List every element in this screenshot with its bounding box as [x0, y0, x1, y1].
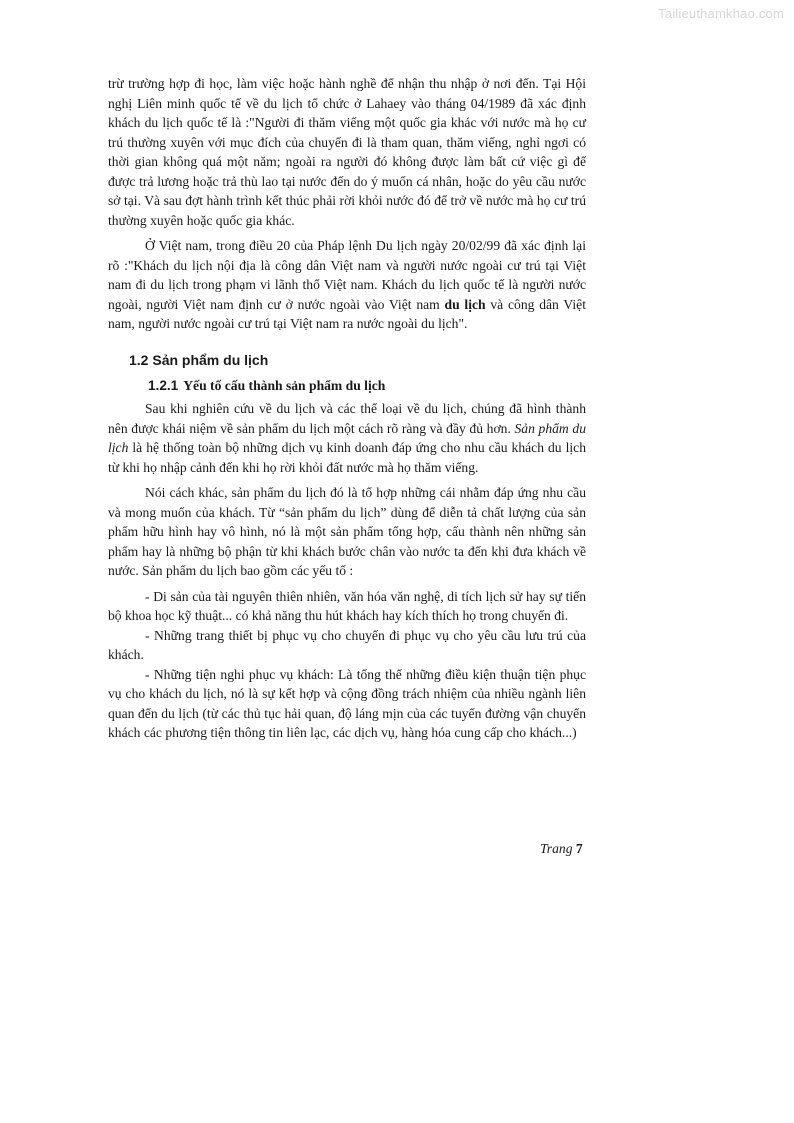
list-item: - Những tiện nghi phục vụ khách: Là tổng thể những điều kiện thuận tiện phục vụ cho khách du lịch, nó là sự kết hợp và cộng đồng trách nhiệm của nhiều ngành liên quan đến du lịch (từ các thủ tục hải quan, độ láng mịn của các tuyến đường vận chuyển khách các phương tiện thông tin liên lạc, các dịch vụ, hàng hóa cung cấp cho khách...) — [108, 666, 586, 740]
paragraph-3-italic: Sản phẩm du lịch — [108, 420, 586, 455]
paragraph-2-bold: du lịch — [444, 296, 486, 312]
page-label: Trang — [540, 841, 573, 856]
paragraph-2 — [108, 236, 586, 334]
paragraph-2-text-b: và công dân Việt nam, người nước ngoài cư trú tại Việt nam ra nước ngoài du lịch". — [108, 296, 586, 331]
paragraph-4: Nói cách khác, sản phẩm du lịch đó là tổ hợp những cái nhằm đáp ứng nhu cầu và mong muốn của khách. Từ “sản phẩm du lịch” dùng để diễn tả chất lượng của sản phẩm hữu hình hay vô hình, nó là một sản phẩm tổng hợp, cấu thành nên những sản phẩm hay là những bộ phận từ khi khách bước chân vào nước ta đến khi đưa khách về nước. Sản phẩm du lịch bao gồm các yếu tố : — [108, 485, 586, 578]
page-content — [108, 74, 586, 743]
paragraph-3 — [108, 399, 586, 477]
paragraph-3-text-a: Sau khi nghiên cứu về du lịch và các thể loại về du lịch, chúng đã hình thành nên được khái niệm về sản phẩm du lịch một cách rõ ràng và đầy đủ hơn. — [108, 401, 586, 436]
paragraph-2-text-a: Ở Việt nam, trong điều 20 của Pháp lệnh Du lịch ngày 20/02/99 đã xác định lại rõ :"Khách du lịch nội địa là công dân Việt nam và người nước ngoài cư trú tại Việt nam đi du lịch trong phạm vi lãnh thổ Việt nam. Khách du lịch quốc tế là người nước ngoài, người Việt nam định cư ở nước ngoài vào Việt nam — [108, 238, 586, 312]
paragraph-3-text-b: là hệ thống toàn bộ những dịch vụ kinh doanh đáp ứng cho nhu cầu khách du lịch từ khi họ nhập cảnh đến khi họ rời khỏi đất nước mà họ thăm viếng. — [108, 440, 586, 475]
subsection-title: Yếu tố cấu thành sản phẩm du lịch — [183, 377, 386, 393]
page-number: 7 — [575, 841, 583, 856]
section-heading-1-2: 1.2 Sản phẩm du lịch — [129, 351, 269, 368]
list-item: - Những trang thiết bị phục vụ cho chuyến đi phục vụ cho yêu cầu lưu trú của khách. — [108, 627, 586, 662]
subsection-number: 1.2.1 — [148, 377, 179, 393]
subsection-heading-1-2-1 — [148, 376, 586, 396]
list-item: - Di sản của tài nguyên thiên nhiên, văn hóa văn nghệ, di tích lịch sử hay sự tiến bộ khoa học kỹ thuật... có khả năng thu hút khách hay kích thích họ trong chuyến đi. — [108, 588, 586, 623]
paragraph-1: trừ trường hợp đi học, làm việc hoặc hành nghề để nhận thu nhập ở nơi đến. Tại Hội nghị Liên minh quốc tế về du lịch tổ chức ở Lahaey vào tháng 04/1989 đã xác định khách du lịch quốc tế là :"Người đi thăm viếng một quốc gia khác với nước mà họ cư trú thường xuyên với mục đích của chuyến đi là tham quan, thăm viếng, nghỉ ngơi có thời gian không quá một năm; ngoài ra người đó không được làm bất cứ việc gì để được trả lương hoặc trả thù lao tại nước đến do ý muốn cá nhân, hoặc do yêu cầu nước sở tại. Và sau đợt hành trình kết thúc phải rời khỏi nước đó để trở về nước mà họ cư trú thường xuyên hoặc quốc gia khác. — [108, 76, 586, 228]
page-footer — [540, 841, 583, 857]
watermark: Tailieuthamkhao.com — [658, 6, 784, 21]
